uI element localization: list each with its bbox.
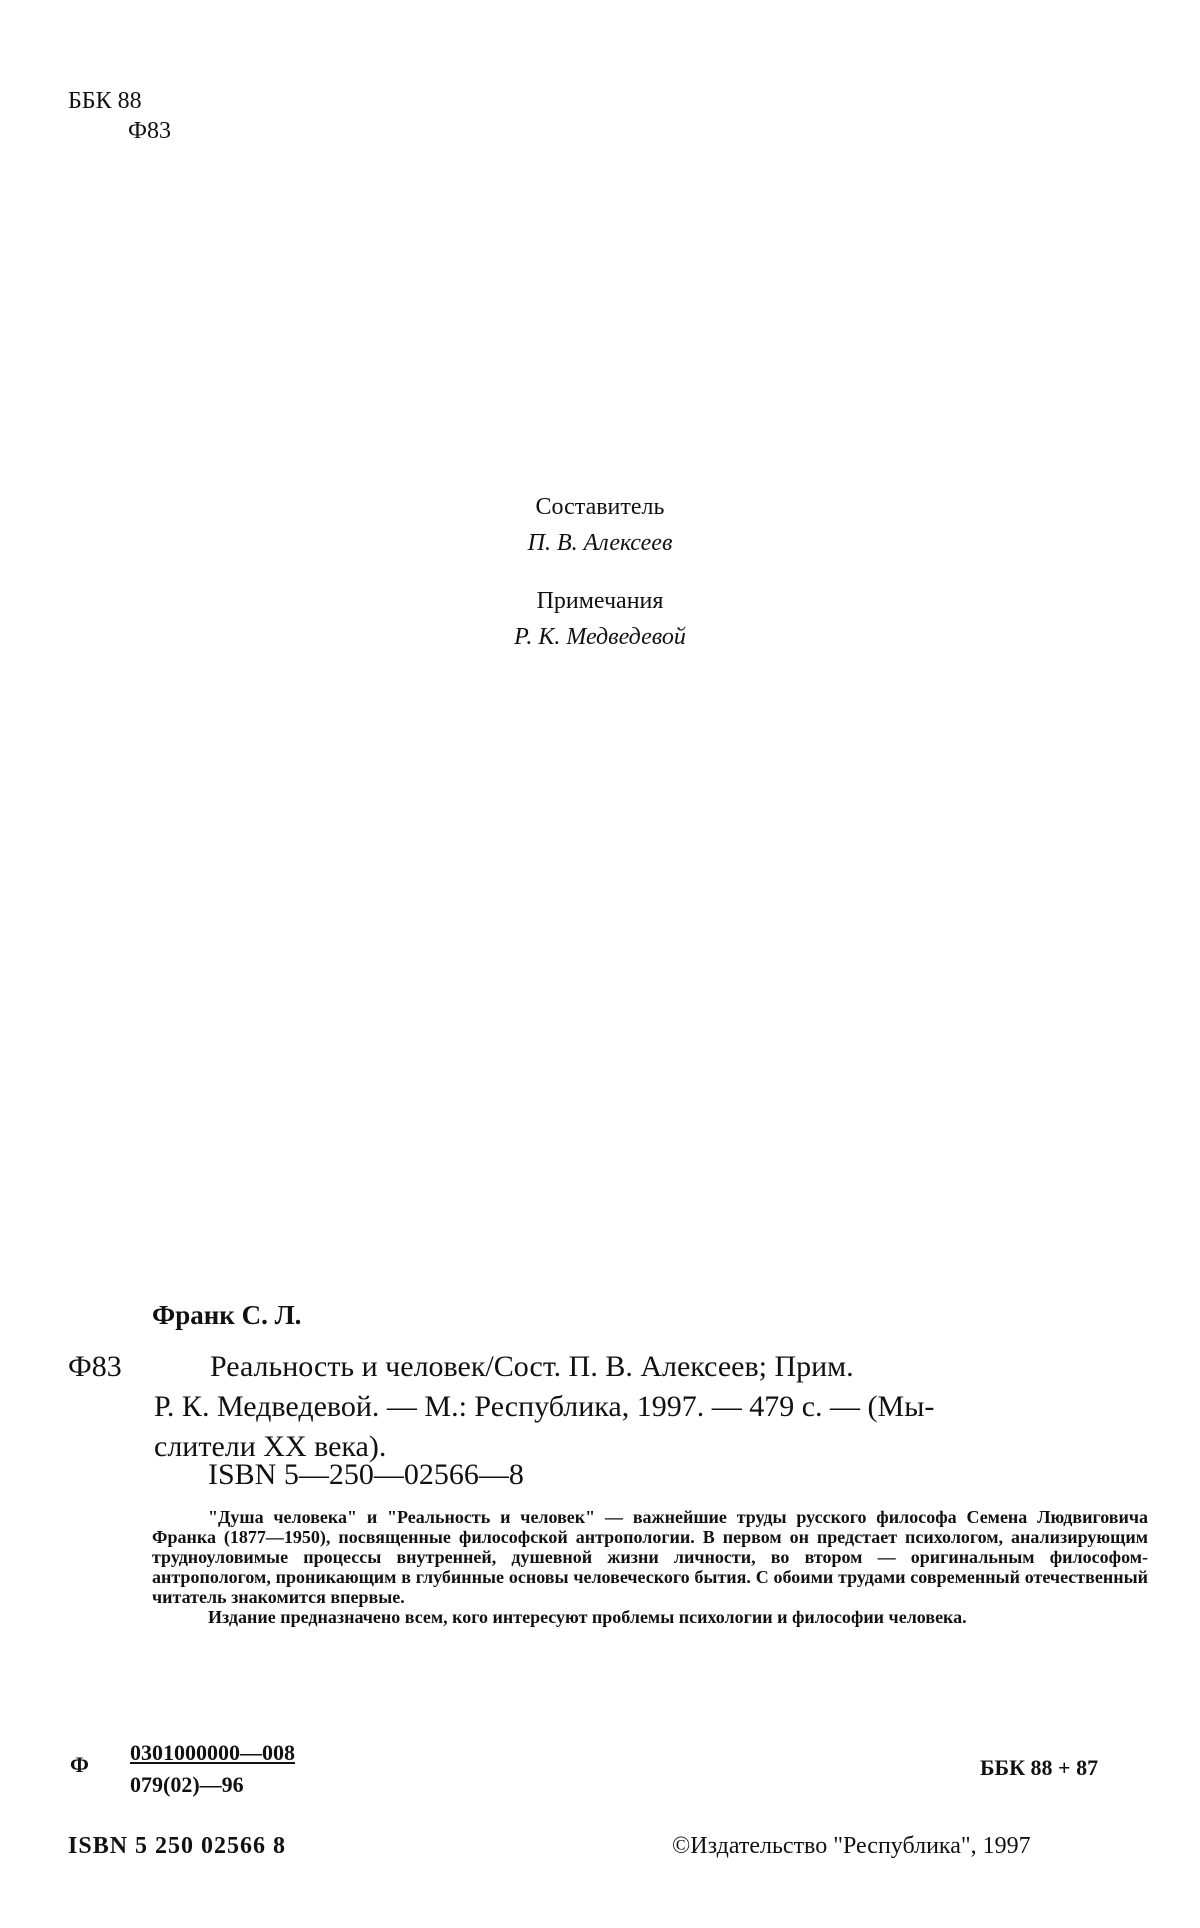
record-isbn: ISBN 5—250—02566—8 — [208, 1458, 524, 1491]
author-cipher: Ф83 — [128, 118, 171, 144]
notes-label: Примечания — [536, 588, 664, 614]
biblio-line-3: слители XX века). — [154, 1430, 387, 1463]
bbk-classification — [68, 86, 171, 146]
biblio-line-2: Р. К. Медведевой. — М.: Республика, 1997. — 479 с. — (Мы- — [154, 1390, 935, 1423]
record-cipher: Ф83 — [68, 1350, 122, 1383]
biblio-line-1: Реальность и человек/Сост. П. В. Алексеев; Прим. — [210, 1350, 854, 1383]
compiler-name: П. В. Алексеев — [527, 530, 673, 556]
copyright-notice: ©Издательство "Республика", 1997 — [672, 1833, 1031, 1859]
compiler-label: Составитель — [535, 494, 665, 520]
bbk-code: ББК 88 — [68, 88, 142, 114]
notes-author: Р. К. Медведевой — [514, 624, 686, 650]
bbk-index: ББК 88 + 87 — [980, 1755, 1099, 1780]
publisher-code-letter: Ф — [70, 1752, 89, 1777]
publisher-code-numerator: 0301000000—008 — [130, 1740, 295, 1765]
annotation — [152, 1507, 1148, 1627]
record-author: Франк С. Л. — [152, 1300, 302, 1330]
bibliographic-description — [154, 1347, 1150, 1467]
annotation-paragraph-1: "Душа человека" и "Реальность и человек" — важнейшие труды русского философа Семена Людвиговича Франка (1877—1950), посвященные философской антропологии. В первом он предстает психологом, анализирующим трудноуловимые процессы внутренней, душевной жизни личности, во втором — оригинальным философом-антропологом, проникающим в глубинные основы человеческого бытия. С обоими трудами современный отечественный читатель знакомится впервые. — [152, 1507, 1148, 1607]
isbn-footer: ISBN 5 250 02566 8 — [68, 1833, 287, 1859]
annotation-paragraph-2: Издание предназначено всем, кого интересуют проблемы психологии и философии человека. — [208, 1607, 967, 1627]
publisher-code-denominator: 079(02)—96 — [130, 1772, 244, 1797]
